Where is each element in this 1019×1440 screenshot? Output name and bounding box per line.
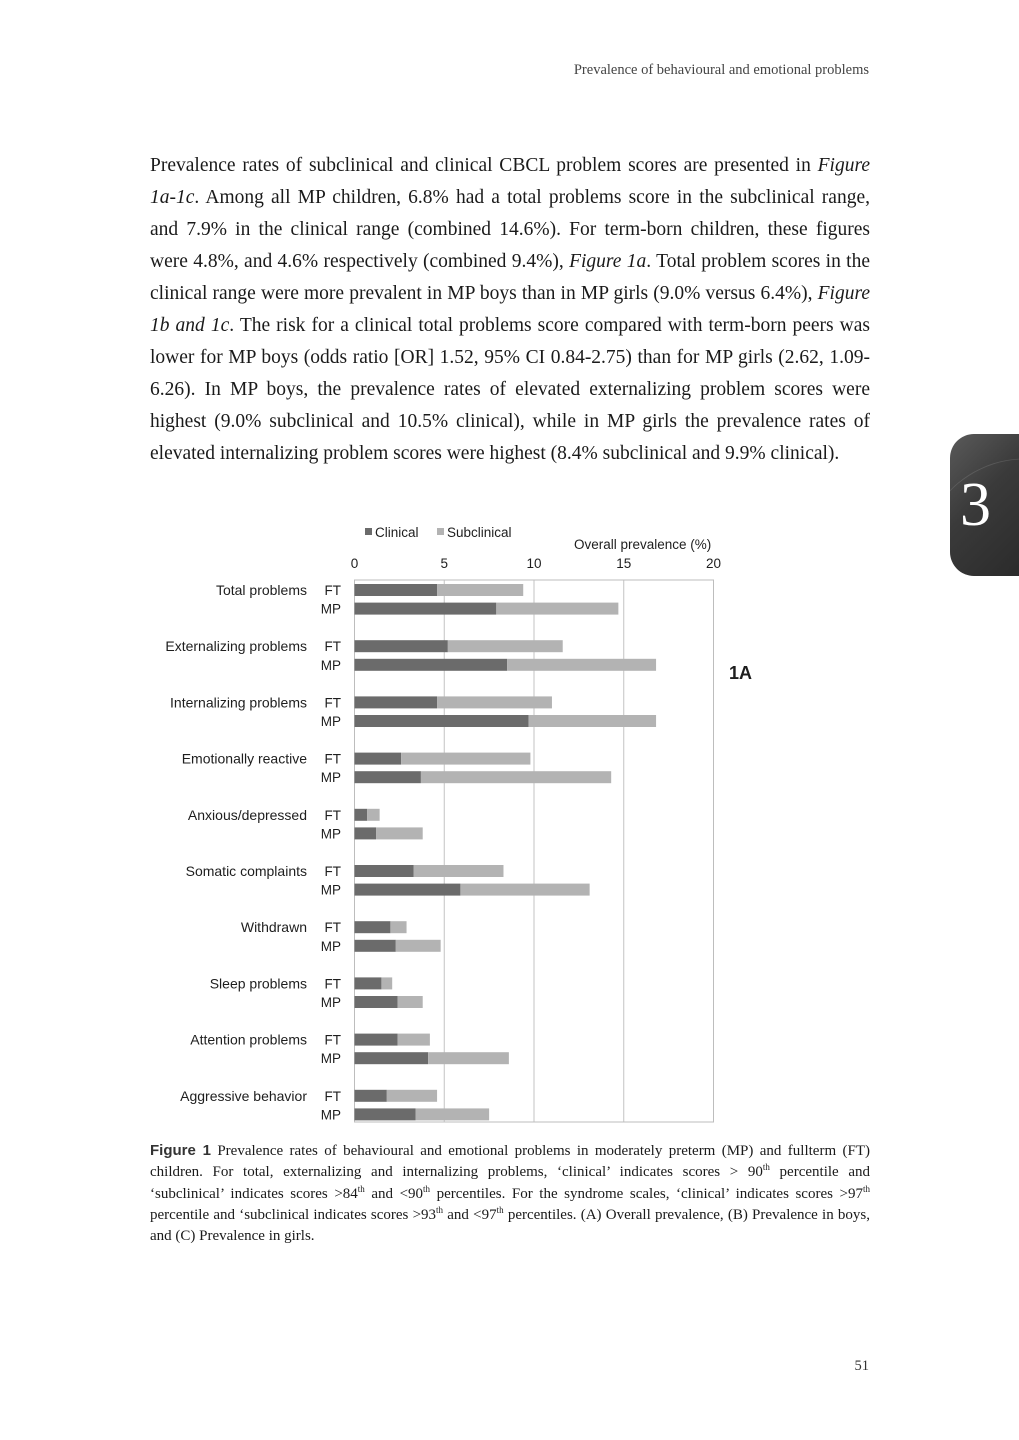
x-tick-label: 15 xyxy=(616,556,632,571)
category-label: Withdrawn xyxy=(240,919,307,936)
bar-subclinical xyxy=(428,1052,509,1064)
caption-superscript: th xyxy=(862,1183,870,1194)
caption-text: percentiles. (A) Overall prevalence, (B) Prevalence in boys, and (C) Prevalence in girls. xyxy=(150,1206,870,1245)
category-label: Attention problems xyxy=(190,1031,307,1048)
group-label-mp: MP xyxy=(320,657,341,673)
bar-clinical xyxy=(355,771,421,783)
panel-label: 1A xyxy=(729,663,753,683)
legend-swatch-subclinical xyxy=(437,528,444,535)
bar-clinical xyxy=(355,1034,398,1046)
bar-clinical xyxy=(355,1108,416,1120)
bar-subclinical xyxy=(381,977,392,989)
bar-clinical xyxy=(355,827,377,839)
bar-subclinical xyxy=(507,659,656,671)
caption-text: percentiles. For the syndrome scales, ‘clinical’ indicates scores >97 xyxy=(430,1185,863,1202)
body-paragraph xyxy=(150,150,870,470)
figure-reference: Figure 1a xyxy=(569,251,647,272)
x-tick-label: 0 xyxy=(350,556,359,571)
caption-text: percentile and ‘subclinical indicates scores >93 xyxy=(150,1206,437,1223)
bar-subclinical xyxy=(448,640,563,652)
legend-label-clinical: Clinical xyxy=(375,525,419,540)
category-label: Emotionally reactive xyxy=(181,750,307,767)
body-text-run: . Among all MP children, 6.8% had a total problems score in the subclinical range, and 7.9% in the clinical range (combined 14.6%). For term-born children, these figures were 4.8%, and 4.6% respectively (combined 9.4%), xyxy=(150,187,870,272)
group-label-ft: FT xyxy=(324,583,341,598)
group-label-ft: FT xyxy=(324,1088,341,1104)
group-label-ft: FT xyxy=(324,864,341,879)
legend-label-subclinical: Subclinical xyxy=(447,525,512,540)
group-label-mp: MP xyxy=(320,995,341,1010)
group-label-ft: FT xyxy=(324,639,341,655)
caption-superscript: th xyxy=(423,1183,431,1194)
bar-subclinical xyxy=(387,1090,437,1102)
bar-subclinical xyxy=(437,584,523,596)
bar-clinical xyxy=(355,884,461,896)
figure-caption xyxy=(150,1140,870,1247)
caption-superscript: th xyxy=(436,1204,444,1215)
bar-clinical xyxy=(355,865,414,877)
bar-clinical xyxy=(355,584,438,596)
running-header: Prevalence of behavioural and emotional problems xyxy=(573,62,869,78)
bar-subclinical xyxy=(496,603,618,615)
bar-subclinical xyxy=(396,940,441,952)
body-text-run: . The risk for a clinical total problems score compared with term-born peers was lower for MP boys (odds ratio [OR] 1.52, 95% CI 0.84-2.75) than for MP girls (2.62, 1.09-6.26). In MP boys, the prevalence rates of elevated externalizing problem scores were highest (9.0% subclinical and 10.5% clinical), while in MP girls the prevalence rates of elevated internalizing problem scores were highest (8.4% subclinical and 9.9% clinical). xyxy=(150,315,871,464)
category-label: Somatic complaints xyxy=(185,863,307,879)
group-label-ft: FT xyxy=(324,1032,341,1048)
caption-superscript: th xyxy=(762,1162,770,1173)
axis-title: Overall prevalence (%) xyxy=(574,537,712,552)
x-tick-label: 20 xyxy=(705,556,722,571)
caption-text: and <90 xyxy=(364,1185,424,1202)
bar-subclinical xyxy=(398,1034,430,1046)
category-label: Externalizing problems xyxy=(165,638,307,655)
bar-subclinical xyxy=(401,753,530,765)
bar-clinical xyxy=(355,996,398,1008)
chapter-tab xyxy=(950,434,1019,576)
group-label-ft: FT xyxy=(324,920,341,936)
bar-clinical xyxy=(355,659,508,671)
bar-clinical xyxy=(355,809,368,821)
bar-clinical xyxy=(355,603,497,615)
bar-subclinical xyxy=(421,771,611,783)
page-number: 51 xyxy=(854,1358,869,1374)
caption-text: percentile and ‘subclinical’ indicates scores >84 xyxy=(150,1164,870,1202)
bar-subclinical xyxy=(416,1108,490,1120)
group-label-ft: FT xyxy=(324,751,341,767)
legend-swatch-clinical xyxy=(365,528,372,535)
bar-subclinical xyxy=(367,809,380,821)
bar-clinical xyxy=(355,640,448,652)
bar-subclinical xyxy=(414,865,504,877)
x-tick-label: 5 xyxy=(440,556,449,571)
bar-subclinical xyxy=(529,715,656,727)
category-label: Aggressive behavior xyxy=(180,1087,307,1104)
group-label-ft: FT xyxy=(324,807,341,823)
group-label-mp: MP xyxy=(320,601,341,617)
figure-reference: Figure 1a-1c xyxy=(150,155,870,208)
bar-subclinical xyxy=(460,884,589,896)
bar-clinical xyxy=(355,753,402,765)
body-text-run: . Total problem scores in the clinical range were more prevalent in MP boys than in MP girls (9.0% versus 6.4%), xyxy=(150,251,870,304)
category-label: Sleep problems xyxy=(209,975,307,992)
group-label-ft: FT xyxy=(324,695,341,711)
group-label-mp: MP xyxy=(320,938,341,954)
group-label-mp: MP xyxy=(320,882,341,898)
bar-clinical xyxy=(355,696,438,708)
bar-clinical xyxy=(355,1052,429,1064)
x-tick-label: 10 xyxy=(526,556,542,571)
group-label-mp: MP xyxy=(320,1107,341,1123)
figure-reference: Figure 1b and 1c xyxy=(150,283,870,336)
group-label-mp: MP xyxy=(320,1051,341,1067)
caption-text: and <97 xyxy=(443,1206,497,1223)
bar-clinical xyxy=(355,940,396,952)
group-label-mp: MP xyxy=(320,770,341,786)
bar-subclinical xyxy=(376,827,423,839)
prevalence-bar-chart xyxy=(140,518,780,1130)
group-label-mp: MP xyxy=(320,826,341,842)
bar-clinical xyxy=(355,921,391,933)
caption-superscript: th xyxy=(496,1204,504,1215)
bar-clinical xyxy=(355,1090,387,1102)
group-label-mp: MP xyxy=(320,714,341,729)
caption-superscript: th xyxy=(357,1183,365,1194)
bar-subclinical xyxy=(390,921,406,933)
bar-clinical xyxy=(355,715,529,727)
bar-subclinical xyxy=(398,996,423,1008)
category-label: Anxious/depressed xyxy=(187,806,307,823)
chapter-number: 3 xyxy=(960,471,991,539)
body-text-run: Prevalence rates of subclinical and clinical CBCL problem scores are presented in xyxy=(150,155,818,176)
caption-label: Figure 1 xyxy=(150,1142,211,1159)
group-label-ft: FT xyxy=(324,976,341,992)
bar-subclinical xyxy=(437,696,552,708)
bar-clinical xyxy=(355,977,382,989)
category-label: Internalizing problems xyxy=(170,694,307,711)
caption-text: Prevalence rates of behavioural and emotional problems in moderately preterm (MP) and fullterm (FT) children. For total, externalizing and internalizing problems, ‘clinical’ indicates scores > 90 xyxy=(150,1143,870,1181)
category-label: Total problems xyxy=(215,582,307,598)
